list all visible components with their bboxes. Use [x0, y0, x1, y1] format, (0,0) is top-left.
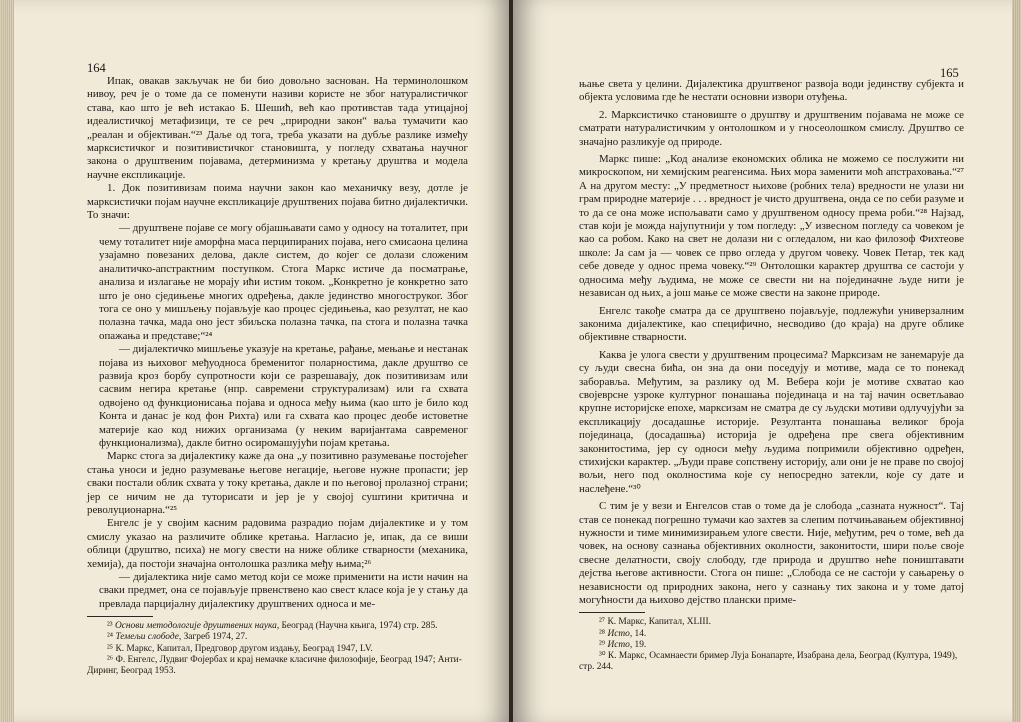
right-page [513, 0, 1012, 722]
footnote: ²⁶ Ф. Енгелс, Лудвиг Фојербах и крај немачке класичне филозофије, Београд 1947; Анти-Диринг, Београд 1953. [87, 654, 462, 677]
paragraph: Енгелс је у својим касним радовима разрадио појам дијалектике и у том смислу указао на различите облике кретања. Нагласио је, ипак, да се виши облици (друштво, психа) не могу свести на ниже облике стварности (механика, хемија), да постоји значајна онтолошка разлика међу њима;²⁶ [87, 517, 468, 570]
paragraph: њање света у целини. Дијалектика друштвеног развоја води јединству субјекта и објекта условима где ће нестати основни извори отуђења. [579, 78, 964, 104]
paragraph: — дијалектичко мишљење указује на кретање, рађање, мењање и нестанак појава из њиховог међуодноса бременитог поларностима, дакле друштво се развија кроз борбу супротности који се разрешавају, док позитивизам или сасвим негира кретање (нпр. савремени структурализам) или га схвата одвојено од функционисања појава и односа међу њима (као што је било код Конта и данас је код фон Рихта) или га схвата као процес деобе истоветне материје као код нижих организама (у неким варијантама савременог функционализма), дакле битно осиромашујући појам кретања. [99, 343, 468, 449]
paragraph: Енгелс такође сматра да се друштвено појављује, подлежући универзалним законима дијалектике, као специфично, несводиво (до краја) на друге облике објективне стварности. [579, 304, 964, 344]
footnote: ²⁵ К. Маркс, Капитал, Предговор другом издању, Београд 1947, LV. [107, 643, 373, 654]
footnote: ²⁸ Исто, 14. [599, 628, 647, 639]
left-page-text [87, 75, 468, 677]
right-page-text [579, 78, 964, 673]
footnote: ²⁷ К. Маркс, Капитал, XLIII. [599, 617, 711, 628]
paragraph: — друштвене појаве се могу објашњавати само у односу на тоталитет, при чему тоталитет није аморфна маса перципираних појава, него смисаона целина узајамно повезаних делова, дакле систем, до којег се долази сложеним аналитичко-апстрактним поступком. Стога Маркс истиче да посматрање, анализа и излагање не морају ићи истим током. „Конкретно је конкретно зато што је оно сједињење многих одређења, дакле јединство многоструког. Због тога се оно у мишљењу појављује као процес сједињења, као резултат, не као полазна тачка, мада оно јест збиљска полазна тачка, па стога и полазна тачка опажања и представе;“²⁴ [99, 222, 468, 342]
page-number-right: 165 [940, 66, 959, 80]
page-edges-right [1012, 0, 1021, 722]
paragraph: Каква је улога свести у друштвеним процесима? Марксизам не занемарује да су људи свесна бића, он зна да они поседују и мотиве, мада се то понекад заборавља. Међутим, за разлику од М. Вебера који је мотиве схватао као својеврсне узроке културног понашања појединаца и на тај начин осветљавао крупне историјске епохе, марксизам не сматра де су људски мотиви одлучујући за експликацију досадашње историје. Резултанта понашања великог броја појединаца, (досадашња) историја је одређена пре свега објективним законитостима, јер су односи међу људима попримили објективно одређен, стихијски карактер. „Људи праве сопствену историју, али они је не праве по својој вољи, него под околностима које су непосредно затекли, које су дате и наслеђене.“³⁰ [579, 348, 964, 495]
paragraph: 2. Марксистичко становиште о друштву и друштвеним појавама не може се сматрати натуралистичким у онтолошком и у гносеолошком смислу. Друштво се значајно разликује од природе. [579, 108, 964, 148]
left-page [14, 0, 511, 722]
paragraph: 1. Док позитивизам поима научни закон као механичку везу, дотле је марксистички појам научне експликације друштвених појава битно дијалектички. То значи: [87, 182, 468, 222]
footnote-divider [579, 612, 645, 613]
footnote: ²⁴ Темељи слободе, Загреб 1974, 27. [107, 632, 248, 643]
footnote: ²³ Основи методологије друштвених наука, Београд (Научна књига, 1974) стр. 285. [107, 621, 438, 632]
footnote: ²⁹ Исто, 19. [599, 639, 647, 650]
page-edges-left [0, 0, 14, 722]
paragraph: С тим је у вези и Енгелсов став о томе да је слобода „сазната нужност“. Тај став се понекад погрешно тумачи као захтев за слепим потчињавањем објективној нужности и тиме минимизирањем улоге свести. Није, међутим, реч о томе, већ да човек, на основу сазнања објективних околности, законитости, шири поље своје свесне делатности, своју слободу, где природа и друштво неће поништавати дејства његове активности. Стога он пише: „Слобода се не састоји у сањарењу о независности од природних закона, него у сазнању тих закона и у томе датој могућности да њихово дејство плански приме- [579, 500, 964, 607]
footnote-divider [87, 616, 153, 617]
paragraph: Маркс стога за дијалектику каже да она „у позитивно разумевање постојећег стања уноси и једно разумевање његове негације, његове нужне пропасти; јер сваки постали облик схвата у току кретања, дакле и по његовој пролазној страни; јер се ничим не да туторисати и јер је у својој суштини критична и револуционарна.“²⁵ [87, 450, 468, 516]
page-number-left: 164 [87, 61, 106, 75]
paragraph: Маркс пише: „Код анализе економских облика не можемо се послужити ни микроскопом, ни хемијским реагенсима. Њих мора заменити моћ апстраховања.“²⁷ А на другом месту: „У предметност њихове (робних тела) вредности не улази ни грам природне материје . . . вредност је чисто друштвена, онда се по себи разуме и то да се она може испољавати само у друштвеном односу према роби.“²⁸ Најзад, став који је можда најупутнији у том погледу: „У извесном погледу са човеком је као са робом. Како на свет не долази ни с огледалом, ни као филозоф Фихтеове школе: Ја сам ја — човек се прво огледа у другом човеку. Човек Петар, тек кад себе доведе у однос према човеку.“²⁹ Онтолошки карактер друштва се састоји у односима међу људима, не може се свести ни на појединачне људе нити је независан од њих, а још мање се може свести на законе природе. [579, 153, 964, 300]
paragraph: — дијалектика није само метод који се може применити на исти начин на сваки предмет, она се појављује првенствено као свест класе која је у стању да превлада парцијалну дијалектику друштвених односа и ме- [99, 571, 468, 610]
footnote: ³⁰ К. Маркс, Осамнаести бример Луја Бонапарте, Изабрана дела, Београд (Култура, 1949), стр. 244. [579, 651, 958, 673]
paragraph: Ипак, овакав закључак не би био довољно заснован. На терминолошком нивоу, реч је о томе да се поменути називи користе не због натуралистичког става, као што је већ истакао Б. Шешић, већ као противстав тада утицајној идеалистичкој метафизици, те се реч „природни закон“ ваља тумачити као „реалан и објективан.“²³ Даље од тога, треба указати на дубље разлике између марксистичког и позитивистичког становишта, у погледу схватања научног закона о друштвеним појавама, детерминизма у кретању друштва и модела научне експликације. [87, 75, 468, 181]
